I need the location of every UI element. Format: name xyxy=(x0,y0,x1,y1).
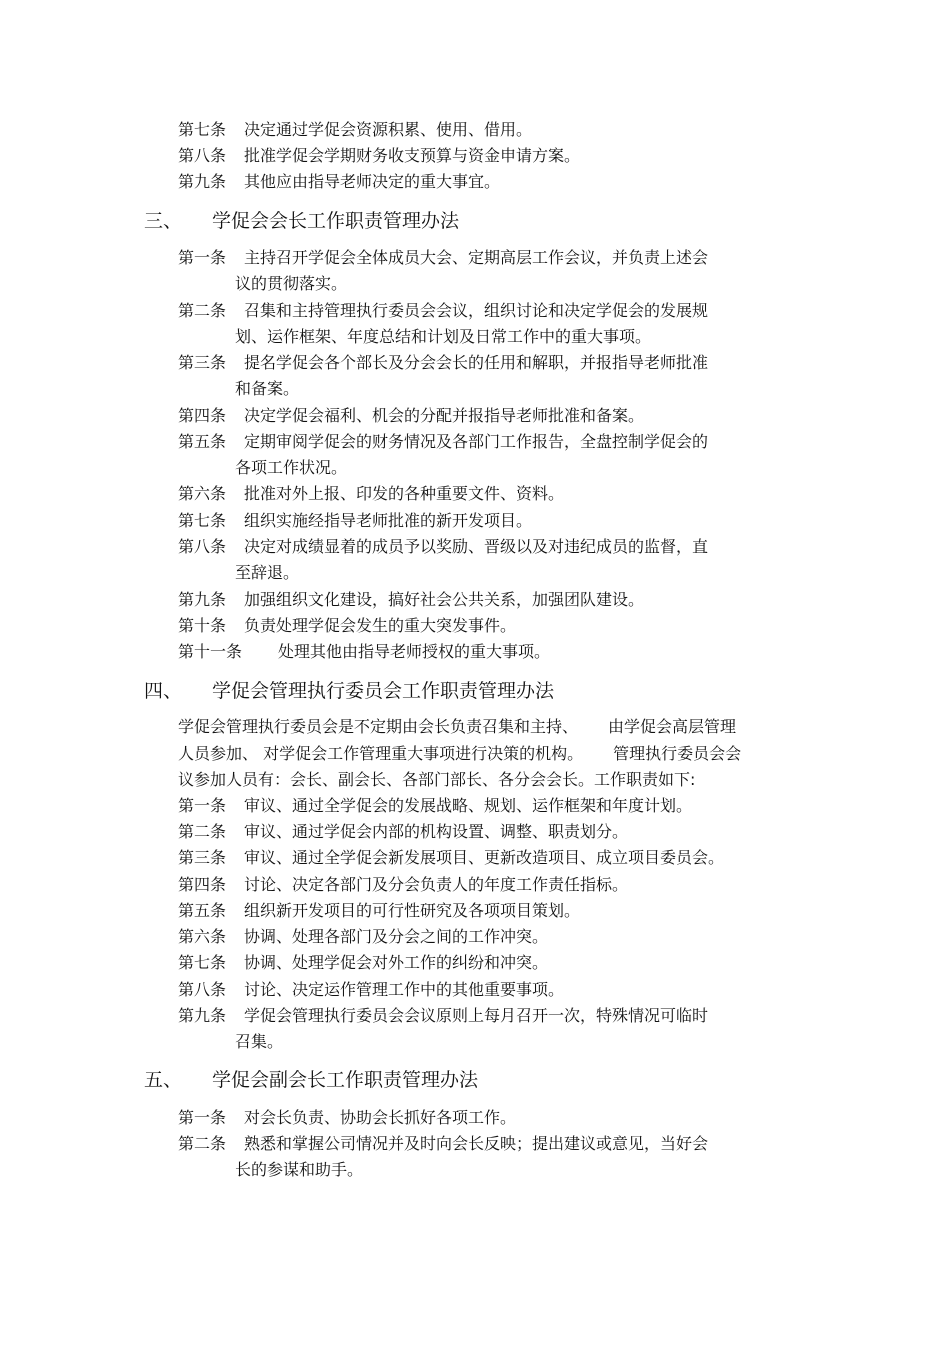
article-item xyxy=(178,1105,778,1131)
section-title: 学促会管理执行委员会工作职责管理办法 xyxy=(212,680,555,702)
article-number: 第九条 xyxy=(178,1006,227,1025)
article-item xyxy=(178,143,778,169)
article-text: 审议、通过全学促会新发展项目、更新改造项目、成立项目委员会。 xyxy=(244,848,725,867)
article-text: 负责处理学促会发生的重大突发事件。 xyxy=(244,616,517,635)
article-number: 第五条 xyxy=(178,432,227,451)
article-item xyxy=(178,977,778,1003)
article-text-continued: 至辞退。 xyxy=(235,563,300,582)
article-text: 批准对外上报、印发的各种重要文件、资料。 xyxy=(244,484,565,503)
article-number: 第八条 xyxy=(178,146,227,165)
article-number: 第九条 xyxy=(178,172,227,191)
intro-text: 议参加人员有：会长、副会长、各部门部长、各分会会长。工作职责如下: xyxy=(178,770,696,789)
article-item xyxy=(178,872,778,898)
article-text-continued: 和备案。 xyxy=(235,379,300,398)
article-text: 主持召开学促会全体成员大会、定期高层工作会议，并负责上述会 xyxy=(244,248,709,267)
article-number: 第七条 xyxy=(178,953,227,972)
intro-text: 学促会管理执行委员会是不定期由会长负责召集和主持、 xyxy=(178,717,579,736)
intro-text: 管理执行委员会会 xyxy=(613,744,742,763)
article-text: 讨论、决定运作管理工作中的其他重要事项。 xyxy=(244,980,565,999)
article-text: 对会长负责、协助会长抓好各项工作。 xyxy=(244,1108,517,1127)
article-text: 决定通过学促会资源积累、使用、借用。 xyxy=(244,120,533,139)
article-number: 第二条 xyxy=(178,301,227,320)
article-item xyxy=(178,350,778,402)
article-item xyxy=(178,117,778,143)
article-item xyxy=(178,793,778,819)
article-item xyxy=(178,245,778,297)
article-number: 第七条 xyxy=(178,511,227,530)
article-text: 学促会管理执行委员会会议原则上每月召开一次，特殊情况可临时 xyxy=(244,1006,709,1025)
intro-text: 人员参加、 对学促会工作管理重大事项进行决策的机构。 xyxy=(178,744,584,763)
section-title: 学促会副会长工作职责管理办法 xyxy=(212,1069,479,1091)
article-text: 组织实施经指导老师批准的新开发项目。 xyxy=(244,511,533,530)
article-item xyxy=(178,845,778,871)
article-text: 提名学促会各个部长及分会会长的任用和解职，并报指导老师批准 xyxy=(244,353,709,372)
article-item xyxy=(178,898,778,924)
article-text: 批准学促会学期财务收支预算与资金申请方案。 xyxy=(244,146,581,165)
section-number: 三、 xyxy=(144,210,183,232)
article-number: 第八条 xyxy=(178,537,227,556)
article-item xyxy=(178,403,778,429)
article-number: 第二条 xyxy=(178,1134,227,1153)
section-heading xyxy=(144,677,554,705)
article-item xyxy=(178,587,778,613)
article-text-continued: 各项工作状况。 xyxy=(235,458,348,477)
section-title: 学促会会长工作职责管理办法 xyxy=(212,210,460,232)
article-item xyxy=(178,481,778,507)
article-item xyxy=(178,819,778,845)
article-text: 组织新开发项目的可行性研究及各项项目策划。 xyxy=(244,901,581,920)
article-item xyxy=(178,950,778,976)
article-text: 协调、处理各部门及分会之间的工作冲突。 xyxy=(244,927,549,946)
article-item xyxy=(178,639,778,665)
article-number: 第二条 xyxy=(178,822,227,841)
article-number: 第一条 xyxy=(178,1108,227,1127)
section-number: 四、 xyxy=(144,680,183,702)
article-item xyxy=(178,508,778,534)
article-text: 其他应由指导老师决定的重大事宜。 xyxy=(244,172,501,191)
article-number: 第四条 xyxy=(178,875,227,894)
article-text-continued: 议的贯彻落实。 xyxy=(235,274,348,293)
section-heading xyxy=(144,1066,478,1094)
section-heading xyxy=(144,207,459,235)
article-number: 第六条 xyxy=(178,484,227,503)
article-item xyxy=(178,613,778,639)
article-text-continued: 召集。 xyxy=(235,1032,284,1051)
article-item xyxy=(178,1131,778,1183)
article-number: 第一条 xyxy=(178,248,227,267)
article-item xyxy=(178,298,778,350)
article-item xyxy=(178,429,778,481)
article-text: 召集和主持管理执行委员会会议，组织讨论和决定学促会的发展规 xyxy=(244,301,709,320)
article-number: 第十一条 xyxy=(178,642,243,661)
article-text: 决定学促会福利、机会的分配并报指导老师批准和备案。 xyxy=(244,406,645,425)
article-text: 定期审阅学促会的财务情况及各部门工作报告，全盘控制学促会的 xyxy=(244,432,709,451)
article-item xyxy=(178,169,778,195)
article-text: 审议、通过学促会内部的机构设置、调整、职责划分。 xyxy=(244,822,629,841)
article-text: 审议、通过全学促会的发展战略、规划、运作框架和年度计划。 xyxy=(244,796,693,815)
article-item xyxy=(178,924,778,950)
article-number: 第十条 xyxy=(178,616,227,635)
article-text: 协调、处理学促会对外工作的纠纷和冲突。 xyxy=(244,953,549,972)
article-item xyxy=(178,1003,778,1055)
article-text: 加强组织文化建设，搞好社会公共关系，加强团队建设。 xyxy=(244,590,645,609)
intro-line xyxy=(178,714,736,740)
intro-line xyxy=(178,741,741,767)
intro-text: 由学促会高层管理 xyxy=(608,717,737,736)
article-number: 第五条 xyxy=(178,901,227,920)
article-number: 第三条 xyxy=(178,353,227,372)
article-number: 第四条 xyxy=(178,406,227,425)
article-text: 处理其他由指导老师授权的重大事项。 xyxy=(278,642,551,661)
article-number: 第六条 xyxy=(178,927,227,946)
section-number: 五、 xyxy=(144,1069,183,1091)
article-text-continued: 长的参谋和助手。 xyxy=(235,1160,364,1179)
article-number: 第八条 xyxy=(178,980,227,999)
article-number: 第一条 xyxy=(178,796,227,815)
article-text: 熟悉和掌握公司情况并及时向会长反映；提出建议或意见，当好会 xyxy=(244,1134,709,1153)
article-number: 第九条 xyxy=(178,590,227,609)
article-text: 决定对成绩显着的成员予以奖励、晋级以及对违纪成员的监督，直 xyxy=(244,537,709,556)
article-text-continued: 划、运作框架、年度总结和计划及日常工作中的重大事项。 xyxy=(235,327,652,346)
intro-line xyxy=(178,767,695,793)
article-number: 第三条 xyxy=(178,848,227,867)
article-item xyxy=(178,534,778,586)
article-number: 第七条 xyxy=(178,120,227,139)
article-text: 讨论、决定各部门及分会负责人的年度工作责任指标。 xyxy=(244,875,629,894)
